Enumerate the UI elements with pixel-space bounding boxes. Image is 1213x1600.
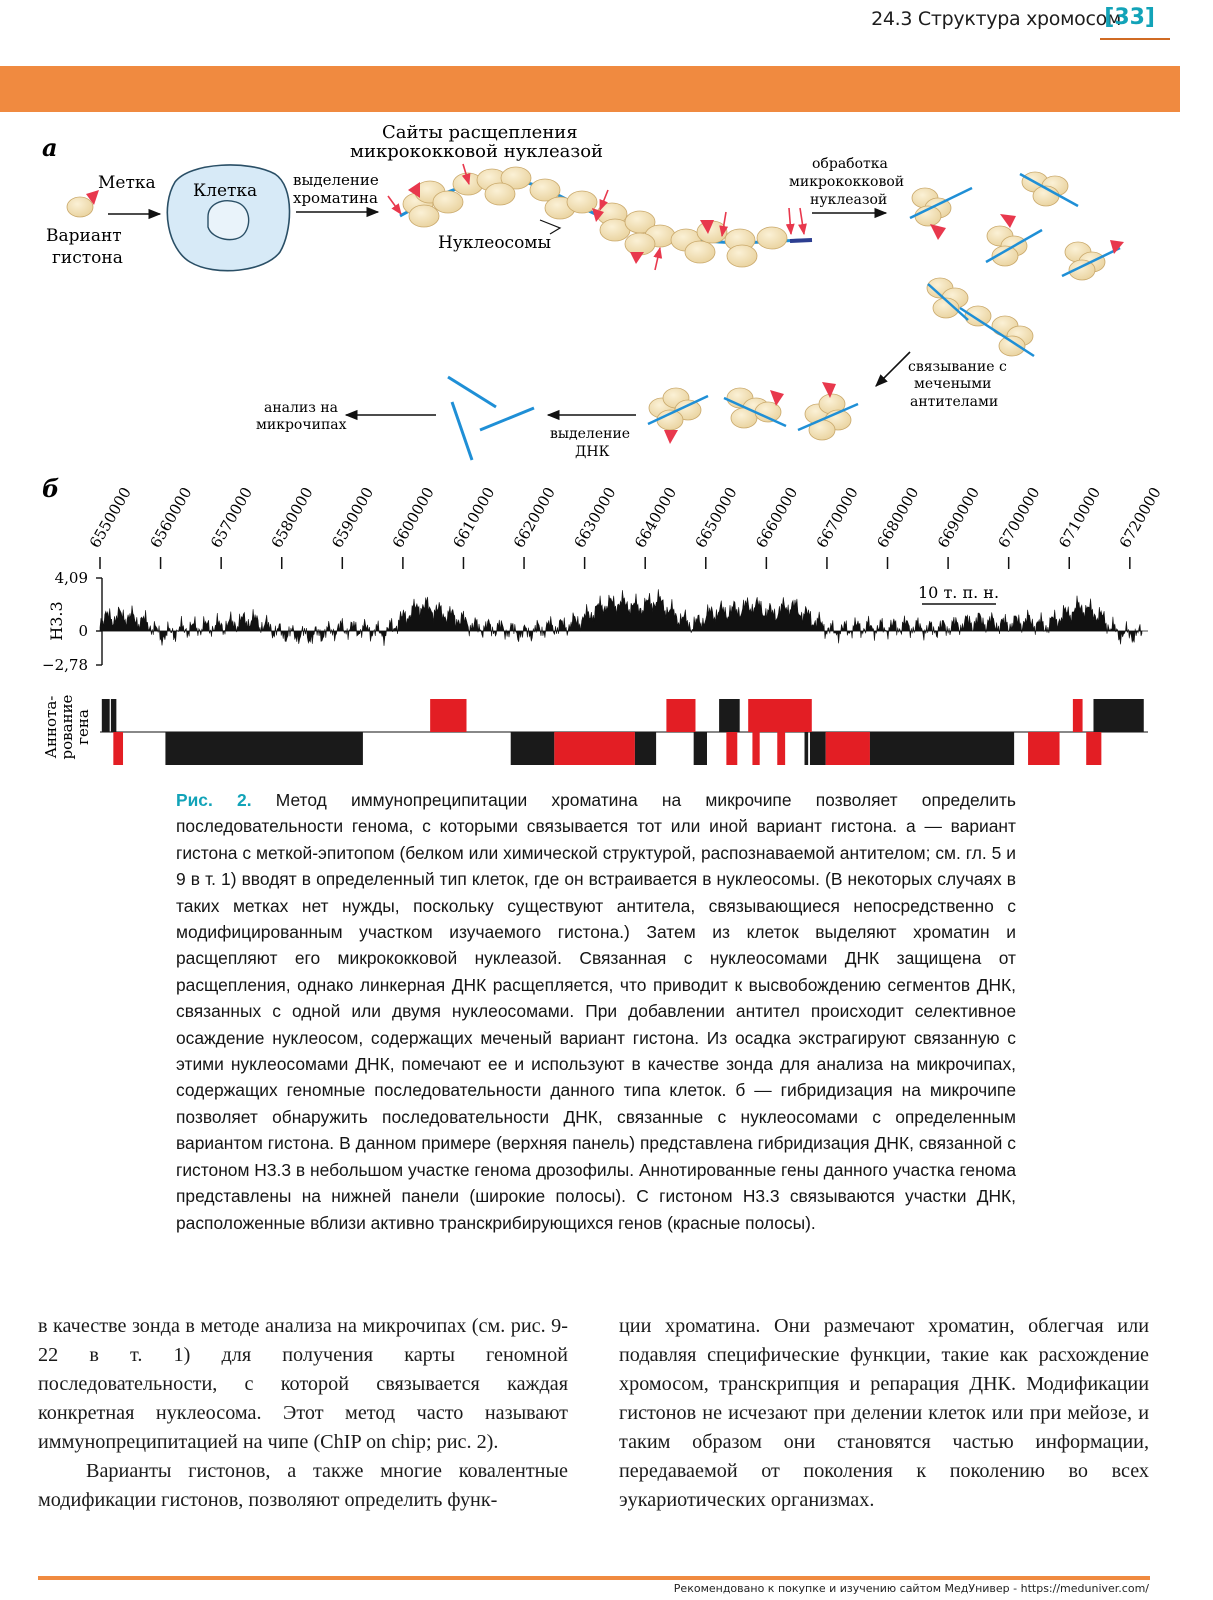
gene-bar bbox=[165, 732, 362, 765]
x-tick-label: 6660000 bbox=[752, 484, 802, 551]
active-gene-bar bbox=[666, 699, 695, 732]
label-dna-line1: выделение bbox=[550, 426, 631, 442]
x-tick-label: 6640000 bbox=[631, 484, 681, 551]
running-title: 24.3 Структура хромосом bbox=[871, 8, 1121, 30]
arrow-binding bbox=[876, 352, 910, 386]
active-gene-bar bbox=[430, 699, 466, 732]
label-cell: Клетка bbox=[193, 181, 258, 201]
panel-letter-a: а bbox=[42, 133, 58, 162]
released-fragments bbox=[910, 172, 1124, 356]
label-variant-line2: гистона bbox=[52, 248, 123, 268]
caption-label: Рис. 2. bbox=[176, 790, 252, 810]
active-gene-bar bbox=[1086, 732, 1101, 765]
gene-bar bbox=[635, 732, 656, 765]
active-gene-bar bbox=[554, 732, 635, 765]
caption-text: Метод иммунопреципитации хроматина на микрочипе позволяет определить последовательности генома, с которыми связывается тот или иной вариант гистона. а — вариант гистона с меткой-эпитопом (белком или химической структурой, распознаваемой антителом; см. гл. 5 и 9 в т. 1) вводят в определенный тип клеток, где он встраивается в нуклеосомы. (В некоторых случаях в таких метках нет нужды, поскольку существуют антитела, связывающиеся непосредственно с модифицированным участком изучаемого гистона.) Затем из клеток выделяют хроматин и расщепляют его микрококковой нуклеазой. Связанная с нуклеосомами ДНК защищена от расщепления, однако линкерная ДНК расщепляется, что приводит к высвобождению сегментов ДНК, связанных с одной или двумя нуклеосомами. При добавлении антител происходит селективное осаждение нуклеосом, содержащих меченый вариант гистона. Из осадка экстрагируют связанную с этими нуклеосомами ДНК, помечают ее и используют в качестве зонда для анализа на микрочипах, содержащих геномные последовательности данного типа клеток. б — гибридизация на микрочипе позволяет обнаружить последовательности ДНК, связанные с нуклеосомами с определенным вариантом гистона. В данном примере (верхняя панель) представлена гибридизация ДНК, связанной с гистоном H3.3 в небольшом участке генома дрозофилы. Аннотированные гены данного участка генома представлены на нижней панели (широкие полосы). С гистоном H3.3 связываются участки ДНК, расположенные вблизи активно транскрибирующихся генов (красные полосы). bbox=[176, 790, 1016, 1233]
x-tick-label: 6680000 bbox=[873, 484, 923, 551]
gene-bar bbox=[805, 732, 809, 765]
x-tick-label: 6590000 bbox=[328, 484, 378, 551]
x-tick-label: 6620000 bbox=[509, 484, 559, 551]
label-nucleosomes: Нуклеосомы bbox=[438, 233, 552, 253]
label-dna-line2: ДНК bbox=[575, 444, 610, 460]
label-microarray-line1: анализ на bbox=[264, 400, 339, 416]
x-tick-label: 6690000 bbox=[933, 484, 983, 551]
y-axis-label: H3.3 bbox=[47, 601, 66, 641]
x-tick-label: 6720000 bbox=[1115, 484, 1165, 551]
x-axis-ticks bbox=[86, 484, 1165, 569]
gene-bar bbox=[111, 699, 116, 732]
footer-note: Рекомендовано к покупке и изучению сайтом МедУнивер - https://meduniver.com/ bbox=[673, 1582, 1149, 1595]
x-tick-label: 6650000 bbox=[691, 484, 741, 551]
body-paragraph: в качестве зонда в методе анализа на микрочипах (см. рис. 9-22 в т. 1) для получения карты геномной последовательности, с которой связывается каждая конкретная нуклеосома. Этот метод часто называют иммунопреципитацией на чипе (ChIP on chip; рис. 2). bbox=[38, 1315, 568, 1453]
gene-bar bbox=[719, 699, 740, 732]
x-tick-label: 6630000 bbox=[570, 484, 620, 551]
label-variant-line1: Вариант bbox=[46, 226, 122, 246]
gene-bar bbox=[1093, 699, 1143, 732]
active-gene-bar bbox=[1073, 699, 1083, 732]
x-tick-label: 6560000 bbox=[146, 484, 196, 551]
x-tick-label: 6610000 bbox=[449, 484, 499, 551]
x-tick-label: 6700000 bbox=[994, 484, 1044, 551]
label-sites-line2: микрококковой нуклеазой bbox=[350, 141, 604, 162]
x-tick-label: 6580000 bbox=[267, 484, 317, 551]
label-binding-line1: связывание с bbox=[908, 359, 1007, 375]
body-paragraph: ции хроматина. Они размечают хроматин, облегчая или подавляя специфические функции, такие как расхождение хромосом, транскрипция и репарация ДНК. Модификации гистонов не исчезают при делении клеток или при мейозе, и таким образом они становятся частью информации, передаваемой от поколения к поколению во всех эукариотических организмах. bbox=[619, 1315, 1149, 1511]
active-gene-bar bbox=[1028, 732, 1060, 765]
gene-bar bbox=[870, 732, 1014, 765]
antibody-bound-fragments bbox=[648, 382, 858, 444]
gene-bar bbox=[694, 732, 707, 765]
active-gene-bar bbox=[826, 732, 870, 765]
active-gene-bar bbox=[726, 732, 737, 765]
x-tick-label: 6570000 bbox=[207, 484, 257, 551]
annotation-label-line2: рование bbox=[58, 694, 76, 760]
annotation-label-line3: гена bbox=[74, 709, 92, 745]
body-column-right bbox=[619, 1312, 1149, 1515]
y-axis bbox=[42, 569, 102, 674]
active-gene-bar bbox=[752, 732, 759, 765]
x-tick-label: 6710000 bbox=[1055, 484, 1105, 551]
label-mark: Метка bbox=[98, 173, 156, 193]
gene-annotation-track bbox=[102, 699, 1144, 765]
label-treatment-line3: нуклеазой bbox=[810, 192, 888, 208]
label-binding-line3: антителами bbox=[910, 394, 999, 410]
footer-rule bbox=[38, 1576, 1150, 1580]
y-tick-zero: 0 bbox=[78, 622, 88, 640]
active-gene-bar bbox=[748, 699, 812, 732]
label-microarray-line2: микрочипах bbox=[256, 417, 347, 433]
label-treatment-line1: обработка bbox=[812, 156, 888, 172]
page-number: [33] bbox=[1104, 5, 1155, 30]
chromatin-fiber bbox=[388, 164, 812, 270]
label-treatment-line2: микрококковой bbox=[789, 174, 905, 190]
annotation-label-line1: Аннота- bbox=[42, 695, 60, 759]
y-tick-min: −2,78 bbox=[42, 656, 88, 674]
x-tick-label: 6550000 bbox=[85, 484, 135, 551]
scale-bar-label: 10 т. п. н. bbox=[918, 583, 1000, 602]
figure-a-schematic bbox=[0, 112, 1213, 477]
gene-bar bbox=[102, 699, 110, 732]
page-header bbox=[0, 0, 1213, 40]
x-tick-label: 6600000 bbox=[388, 484, 438, 551]
panel-letter-b: б bbox=[42, 477, 60, 503]
label-isolation-line1: выделение bbox=[293, 171, 379, 189]
figure-b-chip-chart bbox=[0, 477, 1213, 787]
figure-caption bbox=[176, 787, 1016, 1236]
gene-bar bbox=[810, 732, 826, 765]
label-isolation-line2: хроматина bbox=[293, 189, 378, 207]
scale-bar bbox=[918, 583, 999, 604]
body-paragraph: Варианты гистонов, а также многие ковалентные модификации гистонов, позволяют определить функ- bbox=[38, 1460, 568, 1511]
active-gene-bar bbox=[113, 732, 123, 765]
active-gene-bar bbox=[777, 732, 785, 765]
header-rule bbox=[1100, 38, 1170, 40]
section-band bbox=[0, 66, 1180, 112]
tagged-histone bbox=[67, 190, 99, 217]
body-column-left bbox=[38, 1312, 568, 1515]
label-sites-line1: Сайты расщепления bbox=[382, 122, 578, 143]
y-tick-max: 4,09 bbox=[54, 569, 88, 587]
label-binding-line2: мечеными bbox=[914, 376, 992, 392]
x-tick-label: 6670000 bbox=[812, 484, 862, 551]
gene-bar bbox=[511, 732, 555, 765]
dna-fragments bbox=[448, 377, 534, 460]
